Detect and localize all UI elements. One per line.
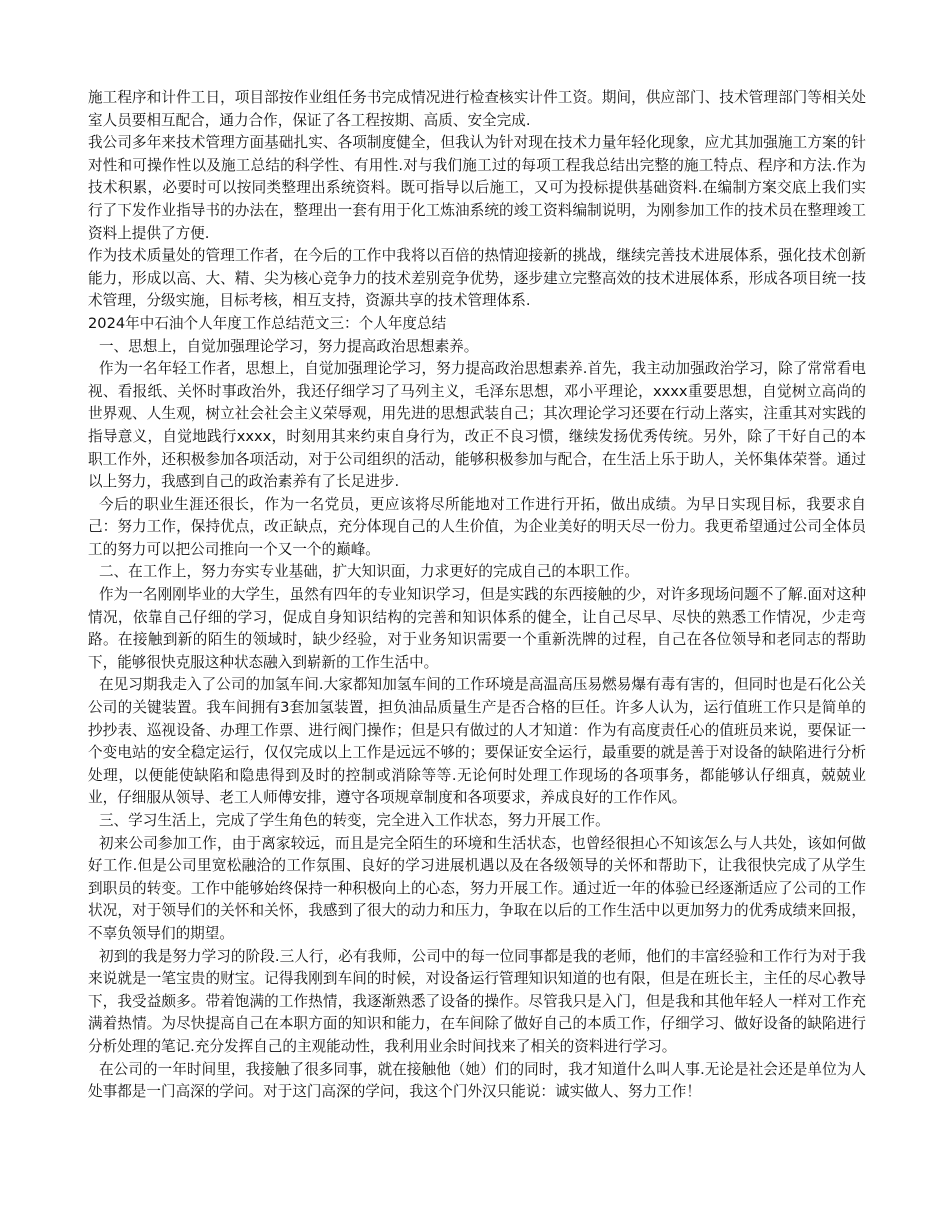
- subsection-heading: 一、思想上，自觉加强理论学习，努力提高政治思想素养。: [98, 337, 479, 355]
- paragraph: 作为一名刚刚毕业的大学生，虽然有四年的专业知识学习，但是实践的东西接触的少，对许多现场问题不了解.面对这种情况，依靠自己仔细的学习，促成自身知识结构的完善和知识体系的健全，让自己尽早、尽快的熟悉工作情况，少走弯路。在接触到新的陌生的领域时，缺少经验，对于业务知识需要一个重新洗牌的过程，自己在各位领导和老同志的帮助下，能够很快克服这种状态融入到崭新的工作生活中。: [88, 586, 866, 671]
- document-body: [88, 87, 866, 1104]
- paragraph: 今后的职业生涯还很长，作为一名党员，更应该将尽所能地对工作进行开拓，做出成绩。为早日实现目标，我要求自己：努力工作，保持优点，改正缺点，充分体现自己的人生价值，为企业美好的明天尽一份力。我更希望通过公司全体员工的努力可以把公司推向一个又一个的巅峰。: [88, 495, 866, 558]
- paragraph: 施工程序和计件工日，项目部按作业组任务书完成情况进行检查核实计件工资。期间，供应部门、技术管理部门等相关处室人员要相互配合，通力合作，保证了各工程按期、高质、安全完成.: [88, 89, 866, 129]
- paragraph: 作为技术质量处的管理工作者，在今后的工作中我将以百倍的热情迎接新的挑战，继续完善技术进展体系，强化技术创新能力，形成以高、大、精、尖为核心竞争力的技术差别竞争优势，逐步建立完整高效的技术进展体系，形成各项目统一技术管理，分级实施，目标考核，相互支持，资源共享的技术管理体系.: [88, 247, 866, 310]
- paragraph: 初来公司参加工作，由于离家较远，而且是完全陌生的环境和生活状态，也曾经很担心不知该怎么与人共处，该如何做好工作.但是公司里宽松融洽的工作氛围、良好的学习进展机遇以及在各级领导的关怀和帮助下，让我很快完成了从学生到职员的转变。工作中能够始终保持一种积极向上的心态，努力开展工作。通过近一年的体验已经逐渐适应了公司的工作状况，对于领导们的关怀和关怀，我感到了很大的动力和压力，争取在以后的工作生活中以更加努力的优秀成绩来回报，不辜负领导们的期望。: [88, 834, 866, 942]
- subsection-heading: 三、学习生活上，完成了学生角色的转变，完全进入工作状态，努力开展工作。: [98, 812, 610, 829]
- section-heading: 2024年中石油个人年度工作总结范文三：个人年度总结: [88, 314, 447, 332]
- paragraph: 在公司的一年时间里，我接触了很多同事，就在接触他（她）们的同时，我才知道什么叫人事.无论是社会还是单位为人处事都是一门高深的学问。对于这门高深的学问，我这个门外汉只能说：诚实做人、努力工作！: [88, 1060, 866, 1101]
- paragraph: 初到的我是努力学习的阶段.三人行，必有我师，公司中的每一位同事都是我的老师，他们的丰富经验和工作行为对于我来说就是一笔宝贵的财宝。记得我刚到车间的时候，对设备运行管理知识知道的也有限，但是在班长主，主任的尽心教导下，我受益颇多。带着饱满的工作热情，我逐渐熟悉了设备的操作。尽管我只是入门，但是我和其他年轻人一样对工作充满着热情。为尽快提高自己在本职方面的知识和能力，在车间除了做好自己的本质工作，仔细学习、做好设备的缺陷进行分析处理的笔记.充分发挥自己的主观能动性，我利用业余时间找来了相关的资料进行学习。: [88, 947, 866, 1055]
- paragraph: 我公司多年来技术管理方面基础扎实、各项制度健全，但我认为针对现在技术力量年轻化现象，应尤其加强施工方案的针对性和可操作性以及施工总结的科学性、有用性.对与我们施工过的每项工程我总结出完整的施工特点、程序和方法.作为技术积累，必要时可以按同类整理出系统资料。既可指导以后施工，又可为投标提供基础资料.在编制方案交底上我们实行了下发作业指导书的办法在，整理出一套有用于化工炼油系统的竣工资料编制说明，为刚参加工作的技术员在整理竣工资料上提供了方便.: [88, 134, 866, 242]
- subsection-heading: 二、在工作上，努力夯实专业基础，扩大知识面，力求更好的完成自己的本职工作。: [98, 563, 639, 581]
- paragraph: 作为一名年轻工作者，思想上，自觉加强理论学习，努力提高政治思想素养.首先，我主动加强政治学习，除了常常看电视、看报纸、关怀时事政治外，我还仔细学习了马列主义，毛泽东思想，邓小平理论，xxxx重要思想，自觉树立高尚的世界观、人生观，树立社会社会主义荣辱观，用先进的思想武装自己；其次理论学习还要在行动上落实，注重其对实践的指导意义，自觉地践行xxxx，时刻用其来约束自身行为，改正不良习惯，继续发扬优秀传统。另外，除了干好自己的本职工作外，还积极参加各项活动，对于公司组织的活动，能够积极参加与配合，在生活上乐于助人，关怀集体荣誉。通过以上努力，我感到自己的政治素养有了长足进步.: [88, 360, 866, 491]
- paragraph: 在见习期我走入了公司的加氢车间.大家都知加氢车间的工作环境是高温高压易燃易爆有毒有害的，但同时也是石化公关公司的关键装置。我车间拥有3套加氢装置，担负油品质量生产是否合格的巨任。许多人认为，运行值班工作只是简单的抄抄表、巡视设备、办理工作票、进行阀门操作；但是只有做过的人才知道：作为有高度责任心的值班员来说，要保证一个变电站的安全稳定运行，仅仅完成以上工作是远远不够的；要保证安全运行，最重要的就是善于对设备的缺陷进行分析处理，以便能使缺陷和隐患得到及时的控制或消除等等.无论何时处理工作现场的各项事务，都能够认仔细真，兢兢业业，仔细服从领导、老工人师傅安排，遵守各项规章制度和各项要求，养成良好的工作作风。: [88, 676, 866, 807]
